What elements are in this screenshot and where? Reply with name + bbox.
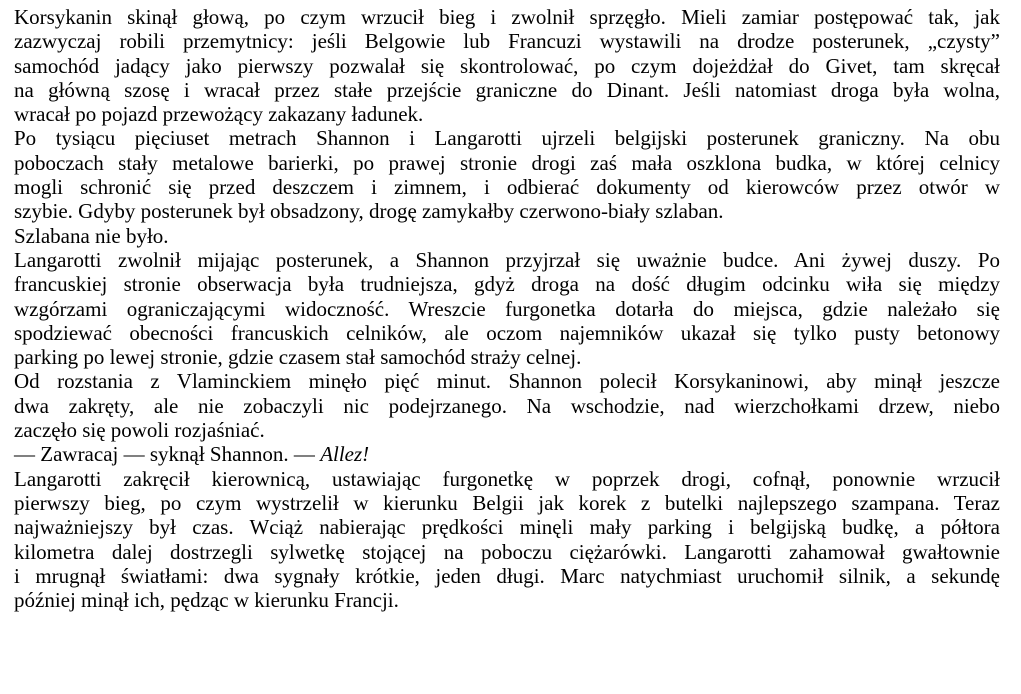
text-line: zaczęło się powoli rozjaśniać. [14, 418, 265, 443]
paragraph-2 [14, 126, 1000, 223]
text-line: Szlabana nie było. [14, 223, 169, 248]
text-line: wracał po pojazd przewożący zakazany ładunek. [14, 102, 424, 127]
text-line: zazwyczaj robili przemytnicy: jeśli Belgowie lub Francuzi wystawili na drodze posterunek, „czysty” [14, 29, 1000, 54]
paragraph-4 [14, 248, 1000, 369]
text-line: Korsykanin skinął głową, po czym wrzucił bieg i zwolnił sprzęgło. Mieli zamiar postępować tak, jak [14, 5, 1000, 29]
text-line: dwa zakręty, ale nie zobaczyli nic podejrzanego. Na wschodzie, nad wierzchołkami drzew, niebo [14, 393, 1000, 418]
text-line: najważniejszy był czas. Wciąż nabierając prędkości minęli mały parking i belgijską budkę, a półtora [14, 515, 1000, 540]
text-line: Langarotti zwolnił mijając posterunek, a Shannon przyjrzał się uważnie budce. Ani żywej duszy. Po [14, 247, 1000, 272]
dialog-line-text [14, 442, 1000, 466]
text-line: poboczach stały metalowe barierki, po prawej stronie drogi zaś mała oszklona budka, w której celnicy [14, 150, 1000, 175]
paragraph-3 [14, 224, 1000, 248]
text-line: mogli schronić się przed deszczem i zimnem, i odbierać dokumenty od kierowców przez otwór w [14, 175, 1000, 200]
text-line: na główną szosę i wracał przez stałe przejście graniczne do Dinant. Jeśli natomiast droga była wolna, [14, 77, 1000, 102]
dialog-speech: — Zawracaj — syknął Shannon. — [14, 442, 321, 467]
text-line: szybie. Gdyby posterunek był obsadzony, drogę zamykałby czerwono-biały szlaban. [14, 199, 724, 224]
text-line: pierwszy bieg, po czym wystrzelił w kierunku Belgii jak korek z butelki najlepszego szampana. Teraz [14, 490, 1000, 515]
text-line: parking po lewej stronie, gdzie czasem stał samochód straży celnej. [14, 345, 582, 370]
text-line: Od rozstania z Vlaminckiem minęło pięć minut. Shannon polecił Korsykaninowi, aby minął jeszcze [14, 369, 1000, 394]
dialog-line [14, 442, 1000, 466]
text-line: Langarotti zakręcił kierownicą, ustawiając furgonetkę w poprzek drogi, cofnął, ponownie wrzucił [14, 466, 1000, 491]
paragraph-5 [14, 369, 1000, 442]
text-line: później minął ich, pędząc w kierunku Francji. [14, 588, 399, 613]
text-line: Po tysiącu pięciuset metrach Shannon i Langarotti ujrzeli belgijski posterunek graniczny. Na obu [14, 126, 1000, 151]
text-line: samochód jadący jako pierwszy pozwalał się skontrolować, po czym dojeżdżał do Givet, tam skręcał [14, 53, 1000, 78]
paragraph-1 [14, 5, 1000, 126]
text-line: wzgórzami ograniczającymi widoczność. Wreszcie furgonetka dotarła do miejsca, gdzie należało się [14, 296, 1000, 321]
dialog-italic-exclamation: Allez! [320, 442, 370, 467]
text-line: spodziewać obecności francuskich celników, ale oczom najemników ukazał się tylko pusty betonowy [14, 320, 1000, 345]
text-line: kilometra dalej dostrzegli sylwetkę stojącej na poboczu ciężarówki. Langarotti zahamował gwałtownie [14, 539, 1000, 564]
text-line: i mrugnął światłami: dwa sygnały krótkie, jeden długi. Marc natychmiast uruchomił silnik, a sekundę [14, 563, 1000, 588]
paragraph-final [14, 467, 1000, 613]
text-line: francuskiej stronie obserwacja była trudniejsza, gdyż droga na dość długim odcinku wiła się między [14, 272, 1000, 297]
